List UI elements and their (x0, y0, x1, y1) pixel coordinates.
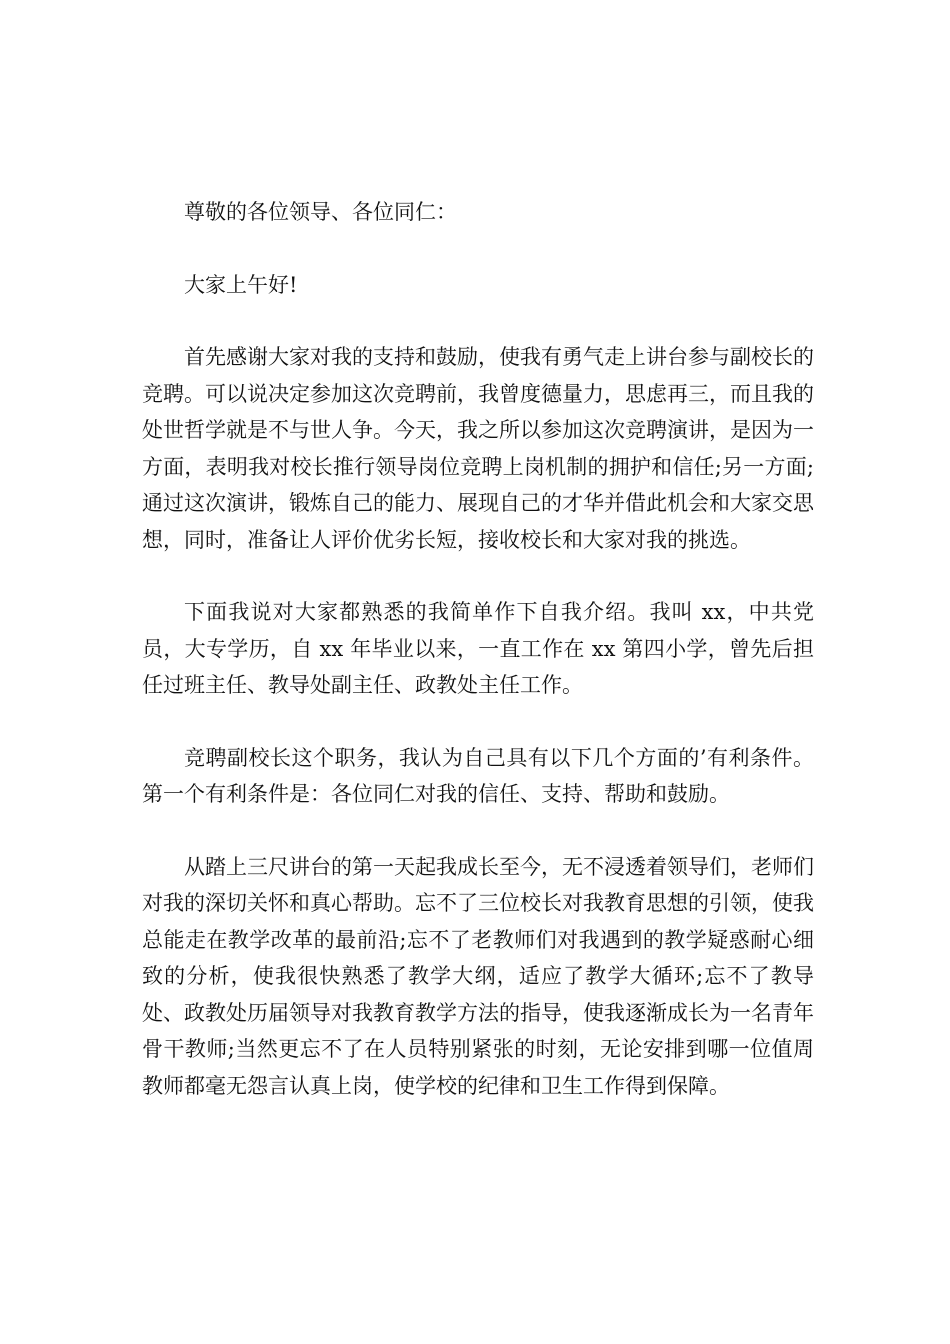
paragraph-self-introduction: 下面我说对大家都熟悉的我简单作下自我介绍。我叫 xx，中共党员，大专学历，自 xx 年毕业以来，一直工作在 xx 第四小学，曾先后担任过班主任、教导处副主任、政教处主任工作。 (142, 600, 814, 697)
paragraph-advantages: 竞聘副校长这个职务，我认为自己具有以下几个方面的’有利条件。第一个有利条件是：各位同仁对我的信任、支持、帮助和鼓励。 (142, 745, 814, 806)
paragraph-gratitude: 从踏上三尺讲台的第一天起我成长至今，无不浸透着领导们，老师们对我的深切关怀和真心帮助。忘不了三位校长对我教育思想的引领，使我总能走在教学改革的最前沿;忘不了老教师们对我遇到的教学疑惑耐心细致的分析，使我很快熟悉了教学大纲，适应了教学大循环;忘不了教导处、政教处历届领导对我教育教学方法的指导，使我逐渐成长为一名青年骨干教师;当然更忘不了在人员特别紧张的时刻，无论安排到哪一位值周教师都毫无怨言认真上岗，使学校的纪律和卫生工作得到保障。 (142, 854, 814, 1098)
salutation: 尊敬的各位领导、各位同仁： (184, 200, 457, 224)
paragraph-intro: 首先感谢大家对我的支持和鼓励，使我有勇气走上讲台参与副校长的竞聘。可以说决定参加这次竞聘前，我曾度德量力，思虑再三，而且我的处世哲学就是不与世人争。今天，我之所以参加这次竞聘演讲，是因为一方面，表明我对校长推行领导岗位竞聘上岗机制的拥护和信任;另一方面;通过这次演讲，锻炼自己的能力、展现自己的才华并借此机会和大家交思想，同时，准备让人评价优劣长短，接收校长和大家对我的挑选。 (142, 345, 814, 552)
document-body (142, 194, 814, 1140)
greeting: 大家上午好! (184, 272, 298, 297)
